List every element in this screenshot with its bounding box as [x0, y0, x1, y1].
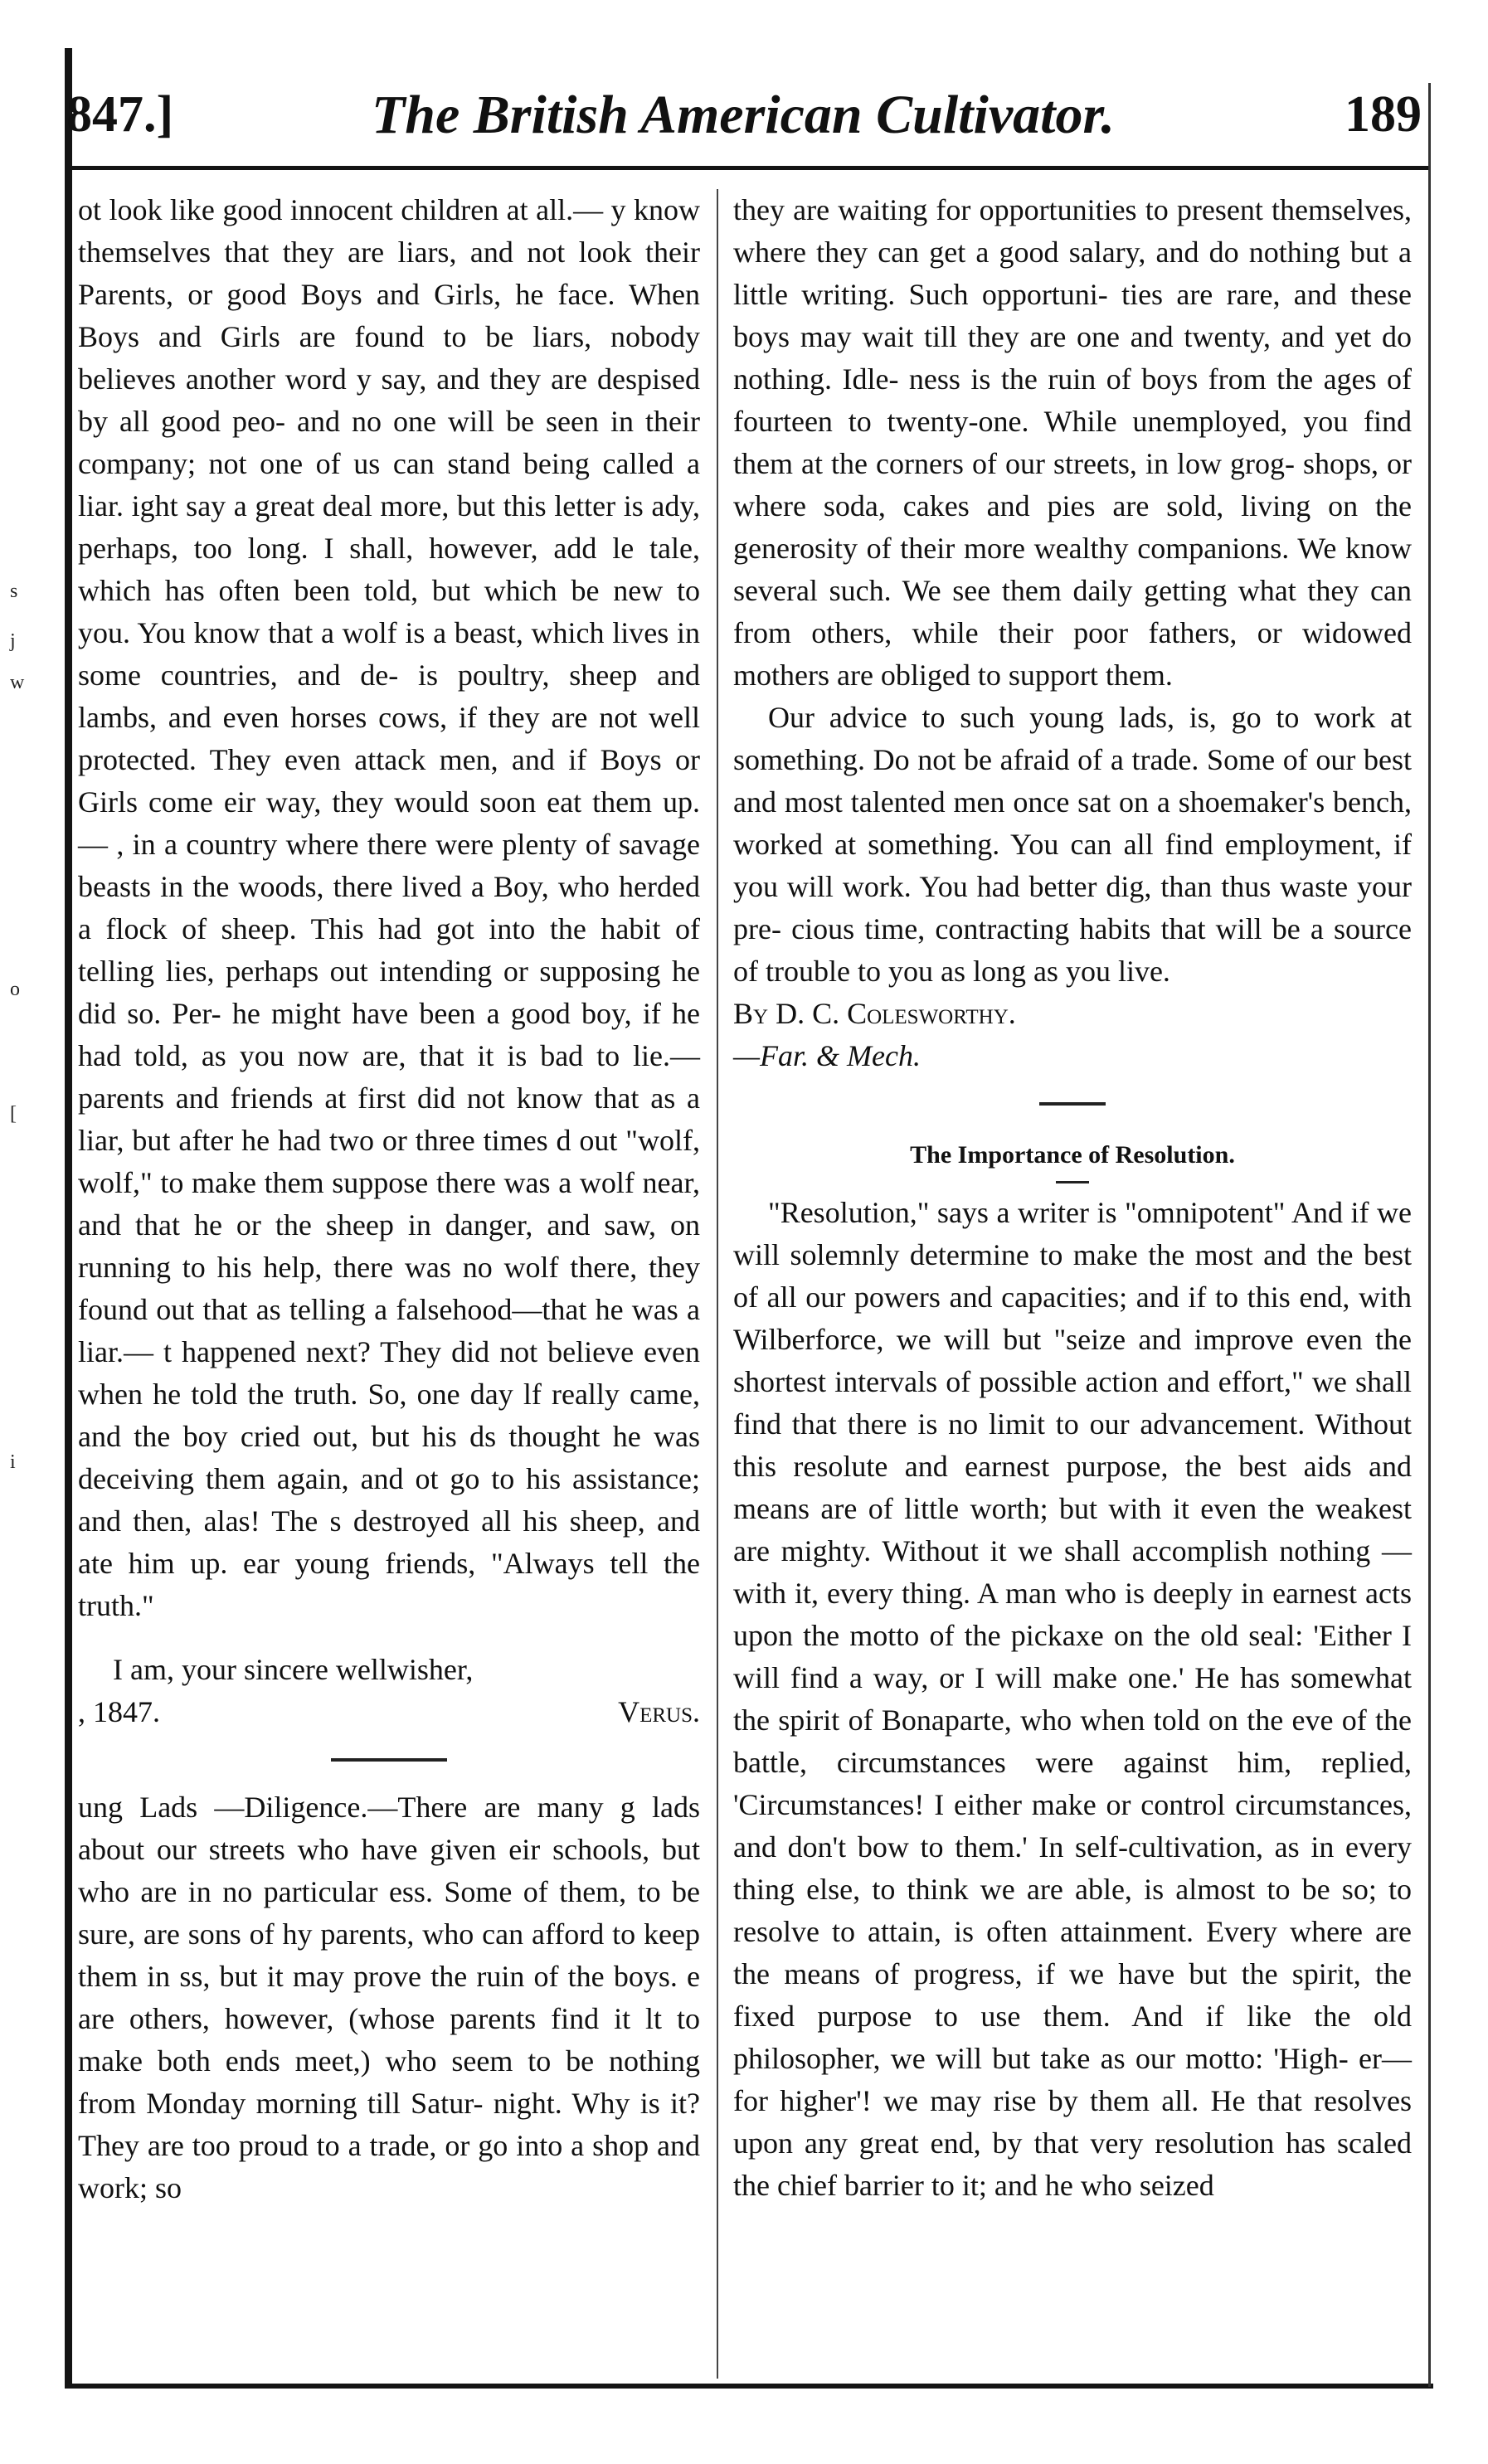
header-year: 847.]	[66, 86, 174, 143]
letter-paragraph: ot look like good innocent children at all.— y know themselves that they are liars, and not look their Parents, or good Boys and Girls, he face. When Boys and Girls are found to be liars, nobody believes another word y say, and they are despised by all good peo- and no one will be seen in their company; not one of us can stand being called a liar. ight say a great deal more, but this letter is ady, perhaps, too long. I shall, however, add le tale, which has often been told, but which be new to you. You know that a wolf is a beast, which lives in some countries, and de- is poultry, sheep and lambs, and even horses cows, if they are not well protected. They even attack men, and if Boys or Girls come eir way, they would soon eat them up.— , in a country where there were plenty of savage beasts in the woods, there lived a Boy, who herded a flock of sheep. This had got into the habit of telling lies, perhaps out intending or supposing he did so. Per- he might have been a good boy, if he had told, as you now are, that it is bad to lie.— parents and friends at first did not know that as a liar, but after he had two or three times d out "wolf, wolf," to make them suppose there was a wolf near, and that he or the sheep in danger, and saw, on running to his help, there was no wolf there, they found out that as telling a falsehood—that he was a liar.— t happened next? They did not believe even when he told the truth. So, one day lf really came, and the boy cried out, but his ds thought he was deceiving them again, and ot go to his assistance; and then, alas! The s destroyed all his sheep, and ate him up. ear young friends, "Always tell the truth."	[78, 193, 700, 1622]
margin-fragment: i	[10, 1451, 16, 1473]
article-paragraph: "Resolution," says a writer is "omnipotent" And if we will solemnly determine to make the most and the best of all our powers and capacities; and if to this end, with Wilberforce, we will but "seize and improve even the shortest intervals of possible action and effort," we shall find that there is no limit to our advancement. Without this resolute and earnest purpose, the best aids and means are of little worth; but with it even the weakest are mighty. Without it we shall accomplish nothing —with it, every thing. A man who is deeply in earnest acts upon the motto of the pickaxe on the old seal: 'Either I will find a way, or I will make one.' He has somewhat the spirit of Bonaparte, who when told on the eve of the battle, circumstances were against him, replied, 'Circumstances! I either make or control circumstances, and don't bow to them.' In self-cultivation, as in every thing else, to think we are able, is almost to be so; to resolve to attain, is often attainment. Every where are the means of progress, if we have but the spirit, the fixed purpose to use them. And if like the old philosopher, we will but take as our motto: 'High- er—for higher'! we may rise by them all. He that resolves upon any great end, by that very resolution has scaled the chief barrier to it; and he who seized	[733, 1196, 1412, 2202]
scan-border-bottom	[65, 2384, 1433, 2389]
margin-fragment: w	[10, 672, 25, 693]
article-source: —Far. & Mech.	[733, 1039, 921, 1072]
left-column	[78, 189, 700, 2209]
column-divider	[717, 189, 718, 2379]
letter-closing: I am, your sincere wellwisher,	[113, 1653, 474, 1686]
section-title: The Importance of Resolution.	[910, 1141, 1235, 1169]
title-underline	[1056, 1181, 1089, 1183]
article-paragraph: Our advice to such young lads, is, go to work at something. Do not be afraid of a trade. Some of our best and most talented men once sat on a shoemaker's bench, worked at something. You can all find employment, if you will work. You had better dig, than thus waste your pre- cious time, contracting habits that will be a source of trouble to you as long as you live.	[733, 701, 1412, 988]
article-paragraph: they are waiting for opportunities to present themselves, where they can get a good salary, and do nothing but a little writing. Such opportuni- ties are rare, and these boys may wait till they are one and twenty, and yet do nothing. Idle- ness is the ruin of boys from the ages of fourteen to twenty-one. While unemployed, you find them at the corners of our streets, in low grog- shops, or where soda, cakes and pies are sold, living on the generosity of their more wealthy companions. We know several such. We see them daily getting what they can from others, while their poor fathers, or widowed mothers are obliged to support them.	[733, 193, 1412, 692]
article-byline: By D. C. Colesworthy.	[733, 997, 1016, 1030]
right-column	[733, 189, 1412, 2207]
margin-fragment: [	[10, 1103, 17, 1125]
letter-signature-row	[78, 1691, 700, 1733]
article-paragraph: ung Lads —Diligence.—There are many g lads about our streets who have given eir schools, but who are in no particular ess. Some of them, to be sure, are sons of hy parents, who can afford to keep them in ss, but it may prove the ruin of the boys. e are others, however, (whose parents find it lt to make both ends meet,) who seem to be nothing from Monday morning till Satur- night. Why is it? They are too proud to a trade, or go into a shop and work; so	[78, 1791, 700, 2204]
letter-date: , 1847.	[78, 1695, 160, 1728]
section-divider	[331, 1758, 447, 1762]
publication-title: The British American Cultivator.	[371, 85, 1116, 145]
margin-fragment: o	[10, 979, 20, 1000]
margin-fragment: j	[10, 630, 16, 652]
scan-border-right	[1428, 83, 1431, 2387]
header-rule	[71, 166, 1428, 170]
scan-border-left	[65, 48, 72, 2385]
section-divider	[1039, 1102, 1106, 1106]
page-number: 189	[1345, 86, 1422, 143]
margin-fragment: s	[10, 581, 18, 602]
letter-signature: Verus.	[618, 1695, 700, 1728]
page-header	[50, 79, 1437, 153]
